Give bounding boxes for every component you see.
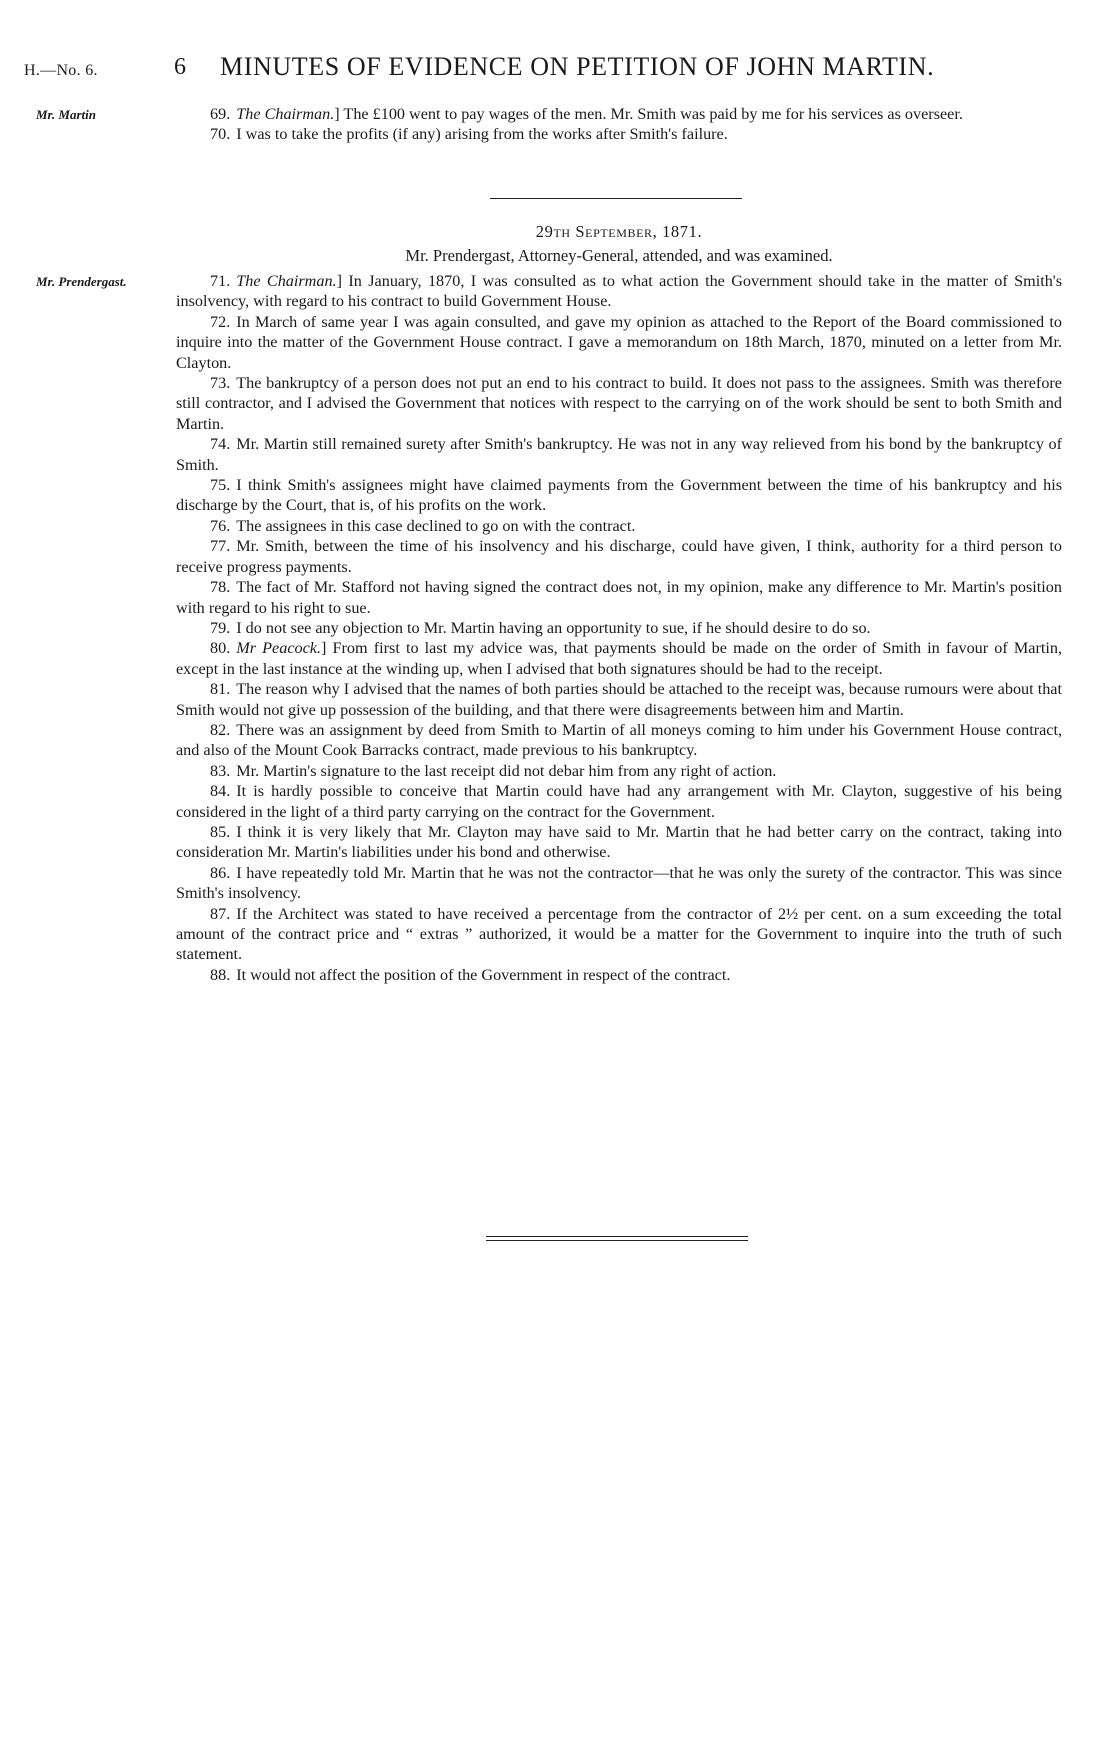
evidence-paragraph <box>176 536 1062 577</box>
question-number: 87. <box>210 904 231 923</box>
question-number: 77. <box>210 537 231 556</box>
session-date <box>176 222 1062 242</box>
evidence-paragraph <box>176 781 1062 822</box>
evidence-paragraph <box>176 761 1062 781</box>
session-date-text: 29th September, 1871. <box>535 222 703 241</box>
evidence-section-prendergast <box>176 271 1062 985</box>
margin-witness-prendergast: Mr. Prendergast. <box>36 274 127 289</box>
answer-text: I do not see any objection to Mr. Martin having an opportunity to sue, if he should desire to do so. <box>236 618 871 637</box>
question-number: 78. <box>210 578 231 597</box>
evidence-paragraph <box>176 434 1062 475</box>
question-number: 79. <box>210 618 231 637</box>
answer-text: It would not affect the position of the Government in respect of the contract. <box>236 965 731 984</box>
question-number: 80. <box>210 639 231 658</box>
answer-text: I was to take the profits (if any) arising from the works after Smith's failure. <box>236 125 728 144</box>
answer-text: ] The £100 went to pay wages of the men. Mr. Smith was paid by me for his services as overseer. <box>334 105 963 123</box>
questioner-name: Mr Peacock. <box>236 639 322 658</box>
evidence-paragraph <box>176 312 1062 373</box>
question-number: 84. <box>210 782 231 801</box>
evidence-paragraph <box>176 638 1062 679</box>
answer-text: I have repeatedly told Mr. Martin that he was not the contractor—that he was only the surety of the contractor. This was since Smith's insolvency. <box>176 863 1062 903</box>
question-number: 69. <box>210 105 231 123</box>
evidence-paragraph <box>176 373 1062 434</box>
evidence-paragraph <box>176 104 1062 124</box>
answer-text: If the Architect was stated to have received a percentage from the contractor of 2½ per cent. on a sum exceeding the total amount of the contract price and “ extras ” authorized, it would be a matter for the Government to inquire into the truth of such statement. <box>176 904 1062 964</box>
page-title: MINUTES OF EVIDENCE ON PETITION OF JOHN MARTIN. <box>220 52 935 81</box>
answer-text: Mr. Smith, between the time of his insolvency and his discharge, could have given, I think, authority for a third person to receive progress payments. <box>176 537 1062 576</box>
page-header <box>24 52 1094 88</box>
attendance-line <box>176 246 1062 266</box>
answer-text: Mr. Martin's signature to the last receipt did not debar him from any right of action. <box>236 761 777 780</box>
evidence-section-martin <box>176 104 1062 145</box>
question-number: 85. <box>210 822 231 841</box>
section-divider <box>490 198 742 199</box>
paper-reference: H.—No. 6. <box>24 62 98 79</box>
evidence-paragraph <box>176 904 1062 965</box>
evidence-paragraph <box>176 679 1062 720</box>
evidence-paragraph <box>176 965 1062 985</box>
question-number: 73. <box>210 374 231 393</box>
evidence-paragraph <box>176 618 1062 638</box>
margin-witness-martin: Mr. Martin <box>36 107 96 122</box>
evidence-paragraph <box>176 577 1062 618</box>
evidence-paragraph <box>176 720 1062 761</box>
question-number: 70. <box>210 125 231 144</box>
evidence-paragraph <box>176 475 1062 516</box>
end-divider <box>486 1236 748 1241</box>
question-number: 82. <box>210 720 231 739</box>
question-number: 81. <box>210 680 231 699</box>
answer-text: I think Smith's assignees might have claimed payments from the Government between the time of his bankruptcy and his discharge by the Court, that is, of his profits on the work. <box>176 476 1062 515</box>
question-number: 76. <box>210 516 231 535</box>
questioner-name: The Chairman. <box>236 105 335 123</box>
answer-text: There was an assignment by deed from Smith to Martin of all moneys coming to him under his Government House contract, and also of the Mount Cook Barracks contract, made previous to his bankruptcy. <box>176 720 1062 760</box>
answer-text: The reason why I advised that the names of both parties should be attached to the receipt was, because rumours were about that Smith would not give up possession of the building, and that there were disagreements between him and Martin. <box>176 680 1062 719</box>
answer-text: ] From first to last my advice was, that payments should be made on the order of Smith in favour of Martin, except in the last instance at the winding up, when I advised that both signatures should be had to the receipt. <box>176 639 1062 678</box>
answer-text: ] In January, 1870, I was consulted as to what action the Government should take in the matter of Smith's insolvency, with regard to his contract to build Government House. <box>176 272 1062 311</box>
page-number: 6 <box>174 54 186 80</box>
answer-text: The bankruptcy of a person does not put an end to his contract to build. It does not pass to the assignees. Smith was therefore still contractor, and I advised the Government that notices with respect to the carrying on of the work should be sent to both Smith and Martin. <box>176 374 1062 433</box>
answer-text: Mr. Martin still remained surety after Smith's bankruptcy. He was not in any way relieved from his bond by the bankruptcy of Smith. <box>176 435 1062 474</box>
attendance-text: Mr. Prendergast, Attorney-General, attended, and was examined. <box>405 246 833 265</box>
question-number: 86. <box>210 863 231 882</box>
answer-text: It is hardly possible to conceive that Martin could have had any arrangement with Mr. Clayton, suggestive of his being considered in the light of a third party carrying on the contract for the Government. <box>176 782 1062 821</box>
questioner-name: The Chairman. <box>236 272 337 290</box>
evidence-paragraph <box>176 124 1062 144</box>
question-number: 72. <box>210 312 231 331</box>
question-number: 83. <box>210 761 231 780</box>
question-number: 71. <box>210 272 231 290</box>
answer-text: The assignees in this case declined to go on with the contract. <box>236 516 636 535</box>
evidence-paragraph <box>176 271 1062 312</box>
evidence-paragraph <box>176 822 1062 863</box>
evidence-paragraph <box>176 516 1062 536</box>
answer-text: In March of same year I was again consulted, and gave my opinion as attached to the Report of the Board commissioned to inquire into the matter of the Government House contract. I gave a memorandum on 18th March, 1870, minuted on a letter from Mr. Clayton. <box>176 312 1062 372</box>
question-number: 74. <box>210 435 231 454</box>
question-number: 75. <box>210 476 231 495</box>
evidence-paragraph <box>176 863 1062 904</box>
answer-text: The fact of Mr. Stafford not having signed the contract does not, in my opinion, make any difference to Mr. Martin's position with regard to his right to sue. <box>176 578 1062 617</box>
question-number: 88. <box>210 965 231 984</box>
answer-text: I think it is very likely that Mr. Clayton may have said to Mr. Martin that he had better carry on the contract, taking into consideration Mr. Martin's liabilities under his bond and otherwise. <box>176 822 1062 862</box>
